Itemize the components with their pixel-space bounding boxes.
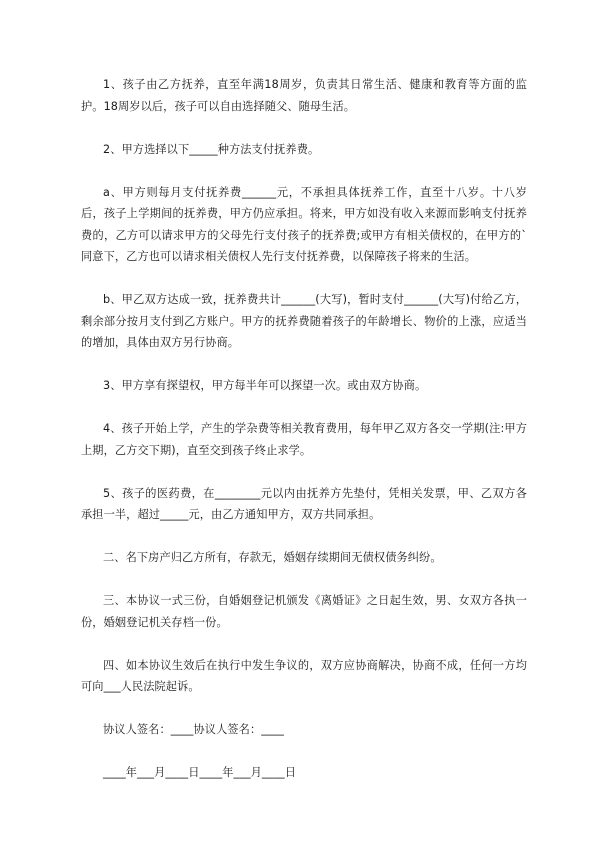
date-line: ____年___月____日____年___月____日 <box>103 766 296 779</box>
clause-dispute: 四、如本协议生效后在执行中发生争议的，双方应协商解决，协商不成，任何一方均可向___人民法院起诉。 <box>81 658 527 693</box>
document-body <box>81 74 527 784</box>
clause-medical-fees: 5、孩子的医药费，在________元以内由抚养方先垫付，凭相关发票，甲、乙双方各承担一半，超过_____元，由乙方通知甲方，双方共同承担。 <box>81 486 527 521</box>
clause-payment-option-a: a、甲方则每月支付抚养费______元，不承担具体抚养工作，直至十八岁。十八岁后，孩子上学期间的抚养费，甲方仍应承担。将来，甲方如没有收入来源而影响支付抚养费的，乙方可以请求甲方的父母先行支付孩子的抚养费;或甲方有相关债权的，在甲方的`同意下，乙方也可以请求相关债权人先行支付抚养费，以保障孩子将来的生活。 <box>81 185 527 263</box>
clause-visitation: 3、甲方享有探望权，甲方每半年可以探望一次。或由双方协商。 <box>103 379 427 392</box>
signature-line: 协议人签名：____协议人签名：____ <box>103 723 285 736</box>
clause-custody: 1、孩子由乙方抚养，直至年满18周岁，负责其日常生活、健康和教育等方面的监护。18周岁以后，孩子可以自由选择随父、随母生活。 <box>81 78 527 113</box>
clause-payment-method: 2、甲方选择以下_____种方法支付抚养费。 <box>103 142 320 156</box>
clause-property: 二、名下房产归乙方所有，存款无，婚姻存续期间无债权债务纠纷。 <box>103 551 442 564</box>
clause-education-fees: 4、孩子开始上学，产生的学杂费等相关教育费用，每年甲乙双方各交一学期(注:甲方上期，乙方交下期)，直至交到孩子终止求学。 <box>81 422 527 457</box>
clause-payment-option-b: b、甲乙双方达成一致，抚养费共计______(大写)，暂时支付______(大写)付给乙方，剩余部分按月支付到乙方账户。甲方的抚养费随着孩子的年龄增长、物价的上涨，应适当的增加，具体由双方另行协商。 <box>81 293 527 349</box>
clause-copies: 三、本协议一式三份，自婚姻登记机颁发《离婚证》之日起生效，男、女双方各执一份，婚姻登记机关存档一份。 <box>81 594 527 629</box>
